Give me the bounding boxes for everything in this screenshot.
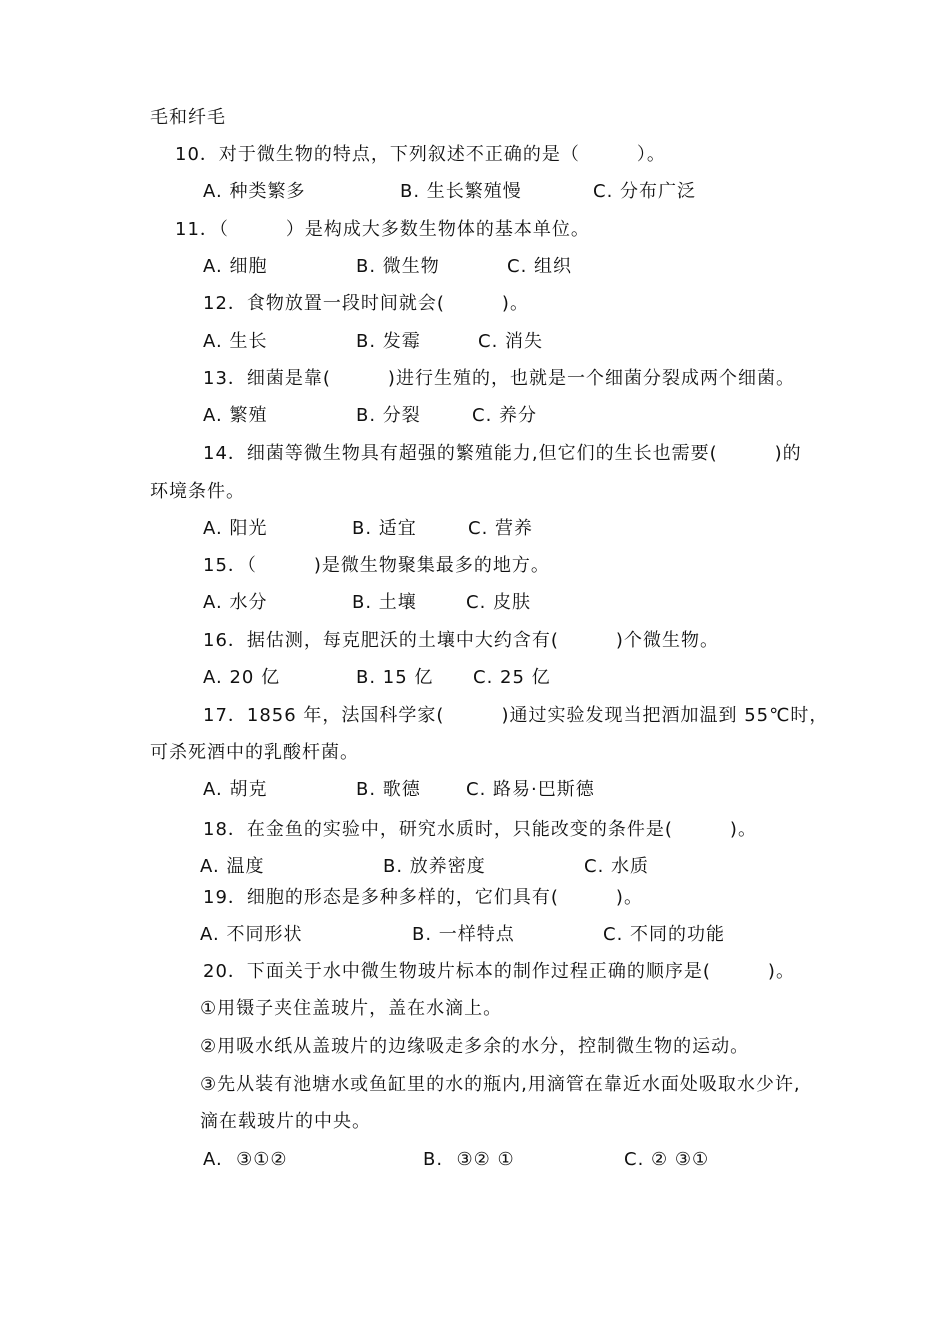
option-c: C. 皮肤 [466,592,532,613]
option-c: C. 消失 [478,331,544,352]
option-c: C. 水质 [584,856,650,877]
option-c: C. 营养 [468,518,534,539]
step-1: ①用镊子夹住盖玻片，盖在水滴上。 [200,998,503,1019]
option-b: B. 放养密度 [383,856,486,877]
step-3-cont: 滴在载玻片的中央。 [200,1111,371,1132]
step-2: ②用吸水纸从盖玻片的边缘吸走多余的水分，控制微生物的运动。 [200,1036,750,1057]
option-c: C. 不同的功能 [603,924,726,945]
question-14-cont: 环境条件。 [150,481,245,502]
option-b: B. 微生物 [356,256,440,277]
question-20: 20．下面关于水中微生物玻片标本的制作过程正确的顺序是( )。 [203,961,795,982]
option-a: A. 细胞 [203,256,268,277]
option-c: C. 路易·巴斯德 [466,779,595,800]
question-17: 17．1856 年，法国科学家( )通过实验发现当把酒加温到 55℃时， [203,705,829,726]
question-13: 13．细菌是靠( )进行生殖的，也就是一个细菌分裂成两个细菌。 [203,368,795,389]
step-3: ③先从装有池塘水或鱼缸里的水的瓶内,用滴管在靠近水面处吸取水少许, [200,1074,801,1095]
option-b: B. 15 亿 [356,667,434,688]
option-a: A. 水分 [203,592,268,613]
question-11: 11．（ ）是构成大多数生物体的基本单位。 [175,219,590,240]
option-c: C. 养分 [472,405,538,426]
option-a: A. ③①② [203,1149,288,1170]
option-b: B. 发霉 [356,331,421,352]
option-a: A. 胡克 [203,779,268,800]
question-14: 14．细菌等微生物具有超强的繁殖能力,但它们的生长也需要( )的 [203,443,802,464]
option-a: A. 生长 [203,331,268,352]
question-19: 19．细胞的形态是多种多样的，它们具有( )。 [203,887,643,908]
question-17-cont: 可杀死酒中的乳酸杆菌。 [150,742,359,763]
option-a: A. 20 亿 [203,667,281,688]
option-c: C. ② ③① [624,1149,710,1170]
option-b: B. 一样特点 [412,924,515,945]
question-10: 10．对于微生物的特点，下列叙述不正确的是（ ）。 [175,144,666,165]
option-b: B. 分裂 [356,405,421,426]
option-b: B. 适宜 [352,518,417,539]
option-c: C. 25 亿 [473,667,551,688]
option-a: A. 温度 [200,856,265,877]
question-12: 12．食物放置一段时间就会( )。 [203,293,529,314]
text-line: 毛和纤毛 [150,107,226,128]
option-b: B. ③② ① [423,1149,515,1170]
option-b: B. 歌德 [356,779,421,800]
question-16: 16．据估测，每克肥沃的土壤中大约含有( )个微生物。 [203,630,719,651]
option-b: B. 土壤 [352,592,417,613]
option-c: C. 分布广泛 [593,181,697,202]
question-18: 18．在金鱼的实验中，研究水质时，只能改变的条件是( )。 [203,819,757,840]
question-15: 15．（ )是微生物聚集最多的地方。 [203,555,550,576]
option-a: A. 种类繁多 [203,181,306,202]
option-b: B. 生长繁殖慢 [400,181,522,202]
option-c: C. 组织 [507,256,573,277]
option-a: A. 不同形状 [200,924,303,945]
option-a: A. 繁殖 [203,405,268,426]
option-a: A. 阳光 [203,518,268,539]
